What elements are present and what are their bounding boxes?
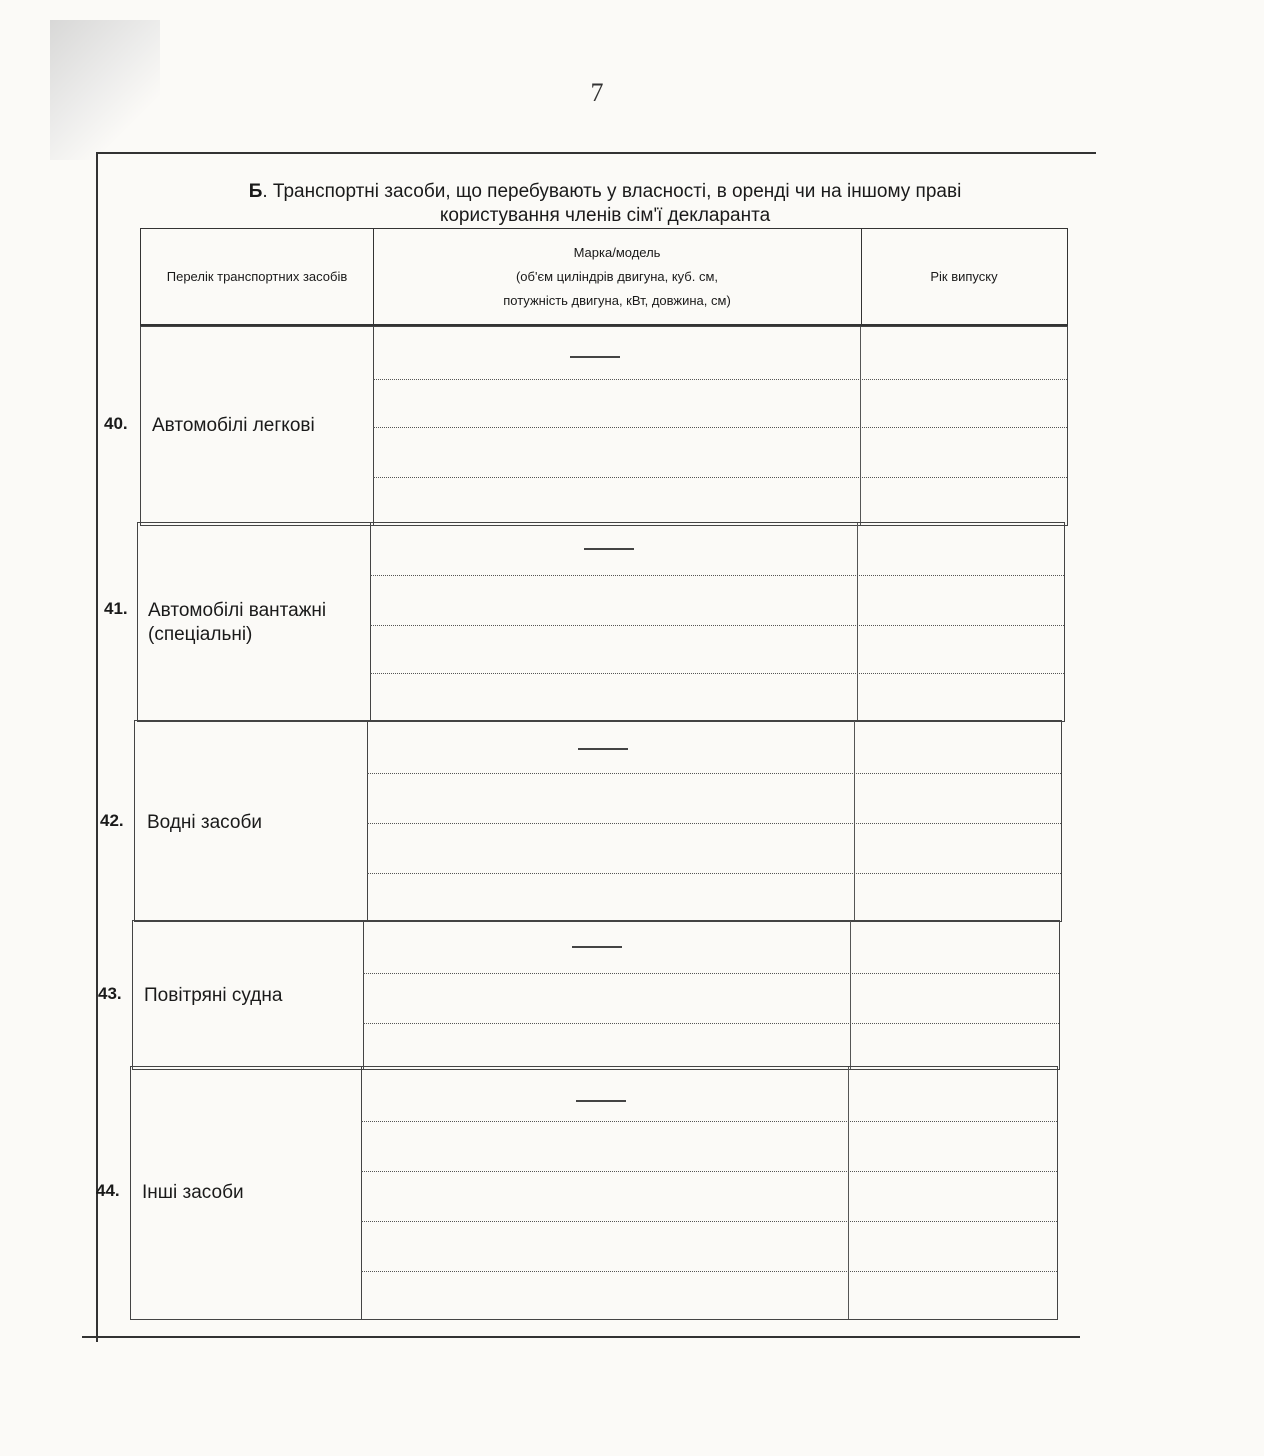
row-number-42: 42.: [100, 811, 124, 830]
row-number-44: 44.: [96, 1181, 120, 1200]
row-number-40: 40.: [104, 414, 128, 433]
row-divider: [370, 575, 1064, 576]
header-model: [373, 229, 862, 324]
section-title: [190, 180, 1020, 228]
row-label-other: Інші засоби: [142, 1182, 244, 1203]
form-frame-bottom: [82, 1336, 1080, 1338]
empty-entry-dash: [578, 748, 628, 750]
row-divider: [373, 427, 1067, 428]
row-divider: [363, 1023, 1059, 1024]
empty-entry-dash: [572, 946, 622, 948]
row-label-cars: Автомобілі легкові: [152, 415, 315, 436]
page-number: 7: [590, 78, 604, 107]
row-number-43: 43.: [98, 984, 122, 1003]
row-divider: [361, 1221, 1057, 1222]
table-header: [140, 228, 1068, 326]
header-model-line2: (об'єм циліндрів двигуна, куб. см,: [515, 268, 719, 284]
row-divider: [370, 625, 1064, 626]
model-cell: [367, 721, 855, 921]
empty-entry-dash: [576, 1100, 626, 1102]
header-year: Рік випуску: [930, 268, 998, 284]
empty-entry-dash: [570, 356, 620, 358]
row-label-trucks: Автомобілі вантажні (спеціальні): [148, 600, 327, 645]
header-model-line3: потужність двигуна, кВт, довжина, см): [503, 292, 731, 308]
row-divider: [363, 973, 1059, 974]
empty-entry-dash: [584, 548, 634, 550]
row-divider: [373, 379, 1067, 380]
section-letter: Б: [248, 181, 263, 202]
header-list: Перелік транспортних засобів: [141, 229, 374, 324]
section-title-text: . Транспортні засоби, що перебувають у власності, в оренді чи на іншому праві користування членів сім'ї декларанта: [262, 181, 962, 226]
model-cell: [361, 1067, 849, 1319]
row-divider: [361, 1271, 1057, 1272]
row-divider: [367, 873, 1061, 874]
row-divider: [373, 477, 1067, 478]
row-divider: [361, 1171, 1057, 1172]
model-cell: [370, 523, 858, 721]
model-cell: [363, 921, 851, 1069]
row-divider: [361, 1121, 1057, 1122]
row-divider: [367, 823, 1061, 824]
row-label-water: Водні засоби: [147, 812, 262, 833]
row-number-41: 41.: [104, 599, 128, 618]
header-model-line1: Марка/модель: [573, 244, 661, 260]
row-label-aircraft: Повітряні судна: [144, 985, 283, 1006]
row-divider: [367, 773, 1061, 774]
row-divider: [370, 673, 1064, 674]
